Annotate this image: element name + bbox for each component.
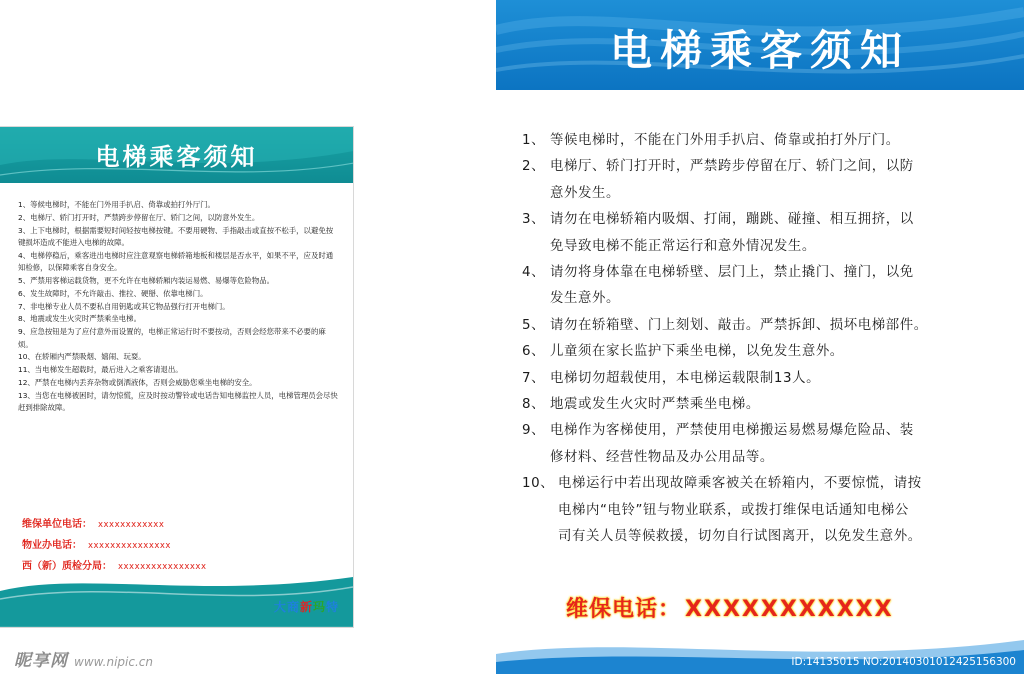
rule-text: 免导致电梯不能正常运行和意外情况发生。 [550, 238, 816, 254]
left-rule-item: 7、非电梯专业人员不要私自用钥匙或其它物品强行打开电梯门。 [18, 301, 230, 311]
right-rule-line [522, 313, 1014, 339]
rule-text: 电梯切勿超载使用，本电梯运载限制13人。 [550, 370, 821, 386]
right-poster [496, 0, 1024, 674]
rule-text: 电梯运行中若出现故障乘客被关在轿箱内，不要惊慌，请按 [558, 476, 922, 492]
hotline-value: XXXXXXXXXXX [685, 597, 894, 622]
rule-text: 请勿将身体靠在电梯轿壁、层门上，禁止撬门、撞门，以免 [550, 265, 914, 281]
left-poster [0, 126, 354, 628]
rule-text: 司有关人员等候救援，切勿自行试图离开，以免发生意外。 [558, 529, 922, 545]
left-rule-item: 8、地震或发生火灾时严禁乘坐电梯。 [18, 314, 141, 324]
image-id-label: ID:14135015 NO:20140301012425156300 [791, 656, 1016, 668]
left-rule-item: 11、当电梯发生超载时，最后进入之乘客请退出。 [18, 365, 183, 375]
contact-phone-label: 物业办电话： [22, 540, 82, 551]
rule-text: 等候电梯时，不能在门外用手扒启、倚靠或拍打外厅门。 [550, 133, 900, 148]
left-rule-item: 9、应急按钮是为了应付意外而设置的，电梯正常运行时不要按动，否则会经您带来不必要的麻烦。 [18, 327, 326, 349]
right-rule-line [522, 445, 1014, 471]
left-rule-item: 4、电梯停稳后，乘客进出电梯时应注意观察电梯轿箱地板和楼层是否水平，如果不平，应及时通知检修，以保障乘客自身安全。 [18, 250, 334, 273]
right-rule-line [522, 418, 1014, 444]
right-rule-line [522, 207, 1014, 233]
right-rule-line [522, 234, 1014, 260]
brand-char: 新 [299, 600, 313, 614]
right-rule-line [522, 260, 1014, 286]
rule-number: 5、 [522, 317, 546, 333]
watermark-logo: 昵享网 [14, 651, 68, 671]
rule-number: 8、 [522, 397, 546, 413]
brand-logo [274, 598, 339, 615]
right-rules-list [522, 128, 1014, 551]
right-rule-line [522, 471, 1014, 497]
rule-text: 电梯作为客梯使用，严禁使用电梯搬运易燃易爆危险品、装 [550, 423, 914, 439]
right-poster-title: 电梯乘客须知 [609, 26, 910, 75]
left-rules-list [18, 199, 338, 415]
brand-char: 商 [286, 600, 300, 614]
rule-number: 7、 [522, 370, 546, 386]
contact-phone-row [22, 536, 206, 557]
rule-number: 6、 [522, 344, 546, 360]
left-rule-item: 6、发生故障时，不允许敲击、推拉、硬掰、依靠电梯门。 [18, 288, 208, 298]
rule-text: 地震或发生火灾时严禁乘坐电梯。 [550, 397, 760, 413]
left-rule-item: 5、严禁用客梯运载货物，更不允许在电梯轿厢内装运易燃、易爆等危险物品。 [18, 276, 274, 285]
left-rule-item: 3、上下电梯时，根据需要短时间轻按电梯按键。不要用硬物、手指敲击或直按不松手，以避免按键损坏造成不能进入电梯的故障。 [18, 225, 334, 247]
watermark-url: www.nipic.cn [74, 655, 153, 669]
rule-number: 9、 [522, 423, 546, 439]
contact-phone-value: xxxxxxxxxxxxxxx [88, 541, 171, 551]
right-rule-line [522, 181, 1014, 207]
brand-char: 特 [325, 600, 339, 614]
rule-number: 10、 [522, 476, 555, 492]
rule-text: 请勿在电梯轿箱内吸烟、打闹，蹦跳、碰撞、相互拥挤，以 [550, 212, 914, 228]
contact-phone-label: 西（新）质检分局： [22, 561, 112, 572]
maintenance-hotline [566, 592, 894, 623]
rule-number: 1、 [522, 133, 546, 148]
contact-phone-value: xxxxxxxxxxxxxxxx [118, 562, 207, 572]
contact-phone-row [22, 515, 206, 536]
left-poster-title: 电梯乘客须知 [95, 143, 258, 171]
right-rule-line [522, 392, 1014, 418]
rule-text: 电梯厅、轿门打开时，严禁跨步停留在厅、轿门之间，以防 [550, 159, 914, 175]
rule-number: 3、 [522, 212, 546, 228]
left-rule-item: 10、在轿厢内严禁吸烟、嬉闹、玩耍。 [18, 352, 146, 362]
rule-text: 修材料、经营性物品及办公用品等。 [550, 449, 774, 465]
contact-phone-value: xxxxxxxxxxxx [98, 520, 165, 530]
left-poster-header [0, 127, 353, 183]
right-rule-line [522, 128, 1014, 154]
site-watermark [14, 646, 153, 671]
brand-char: 玛 [312, 600, 326, 614]
right-poster-header [496, 0, 1024, 90]
left-rule-item: 1、等候电梯时，不能在门外用手扒启、倚靠或拍打外厅门。 [18, 200, 215, 209]
right-rule-line [522, 366, 1014, 392]
rule-number: 2、 [522, 159, 546, 175]
rule-text: 请勿在轿箱壁、门上刻划、敲击。严禁拆卸、损坏电梯部件。 [550, 317, 928, 333]
brand-char: 大 [273, 600, 287, 614]
left-rule-item: 2、电梯厅、轿门打开时，严禁跨步停留在厅、轿门之间，以防意外发生。 [18, 212, 260, 222]
rule-text: 儿童须在家长监护下乘坐电梯，以免发生意外。 [550, 344, 844, 360]
right-rule-line [522, 339, 1014, 365]
right-rule-line [522, 524, 1014, 550]
hotline-label: 维保电话： [566, 597, 682, 622]
rule-text: 意外发生。 [550, 185, 620, 201]
left-rule-item: 13、当您在电梯被困时，请勿惊慌，应及时按动警铃或电话告知电梯监控人员，电梯管理员会尽快赶到排除故障。 [18, 390, 338, 413]
rule-text: 发生意外。 [550, 291, 620, 307]
right-rule-line [522, 498, 1014, 524]
rule-number: 4、 [522, 265, 546, 281]
left-rule-item: 12、严禁在电梯内丢弃杂物或倒洒液体，否则会威胁您乘坐电梯的安全。 [18, 377, 257, 387]
right-rule-line [522, 154, 1014, 180]
rule-text: 电梯内“电铃”钮与物业联系，或拨打维保电话通知电梯公 [558, 502, 909, 518]
right-rule-line [522, 286, 1014, 312]
contact-phone-label: 维保单位电话： [22, 519, 92, 530]
